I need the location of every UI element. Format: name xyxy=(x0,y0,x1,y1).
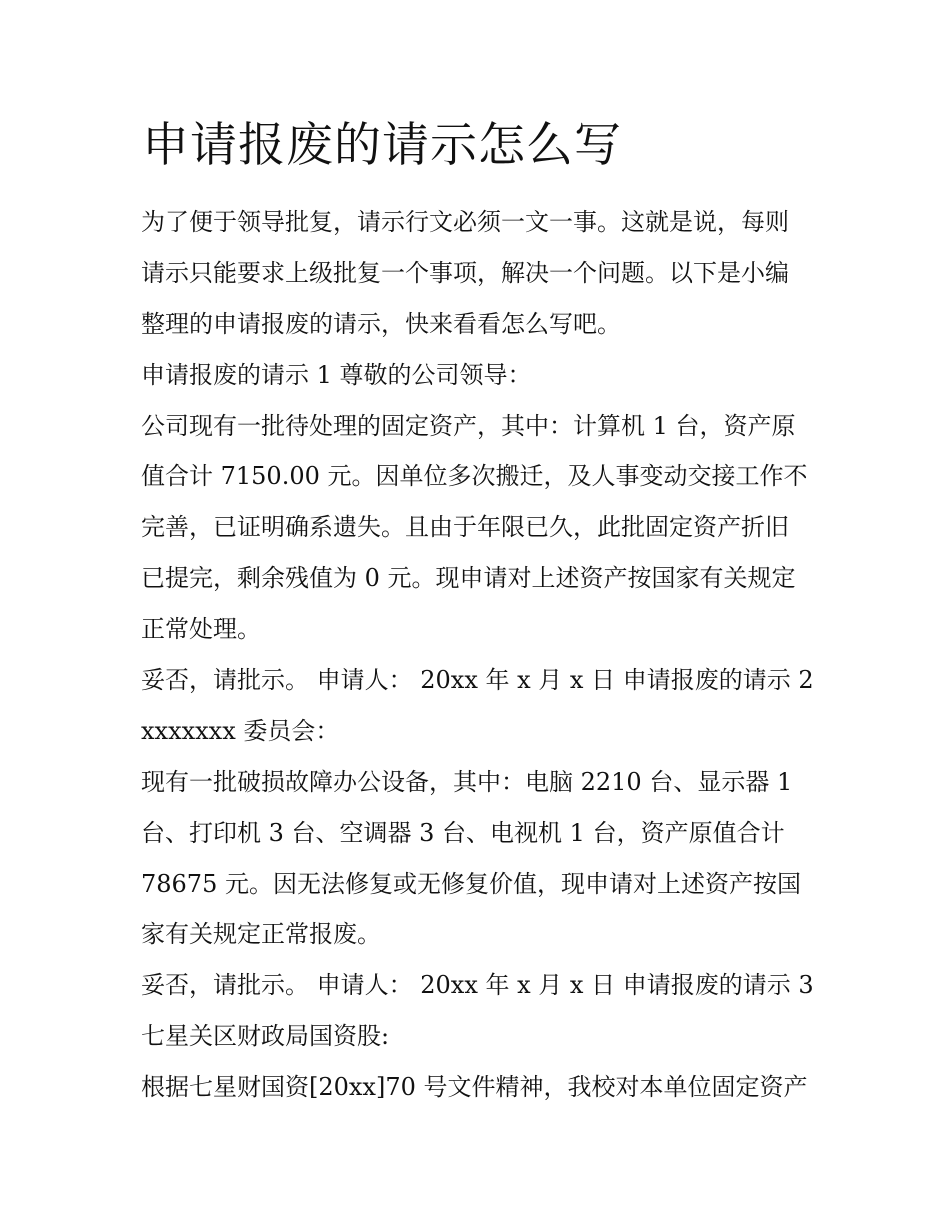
body-line: 申请报废的请示 1 尊敬的公司领导： xyxy=(141,360,532,389)
body-line: 正常处理。 xyxy=(141,615,261,644)
body-line: 完善，已证明确系遗失。且由于年限已久，此批固定资产折旧 xyxy=(141,513,789,542)
body-line: 值合计 7150.00 元。因单位多次搬迁，及人事变动交接工作不 xyxy=(141,462,808,491)
body-line: 为了便于领导批复，请示行文必须一文一事。这就是说，每则 xyxy=(141,208,789,236)
body-line: 78675 元。因无法修复或无修复价值，现申请对上述资产按国 xyxy=(141,869,801,898)
body-line: 已提完，剩余残值为 0 元。现申请对上述资产按国家有关规定 xyxy=(141,564,796,593)
body-line: 台、打印机 3 台、空调器 3 台、电视机 1 台，资产原值合计 xyxy=(141,818,785,847)
body-line: xxxxxxx 委员会： xyxy=(141,716,340,745)
document-body xyxy=(141,197,821,1113)
body-line: 公司现有一批待处理的固定资产，其中：计算机 1 台，资产原 xyxy=(141,411,796,440)
body-line: 妥否，请批示。 申请人： 20xx 年 x 月 x 日 申请报废的请示 2 xyxy=(141,666,814,695)
body-line: 请示只能要求上级批复一个事项，解决一个问题。以下是小编 xyxy=(141,258,789,287)
body-line: 现有一批破损故障办公设备，其中：电脑 2210 台、显示器 1 xyxy=(141,767,793,796)
document-title: 申请报废的请示怎么写 xyxy=(142,118,622,173)
body-line: 整理的申请报废的请示，快来看看怎么写吧。 xyxy=(141,309,621,338)
body-line: 妥否，请批示。 申请人： 20xx 年 x 月 x 日 申请报废的请示 3 xyxy=(141,971,814,1000)
body-line: 家有关规定正常报废。 xyxy=(141,920,381,949)
body-line: 根据七星财国资[20xx]70 号文件精神，我校对本单位固定资产 xyxy=(141,1073,808,1102)
body-line: 七星关区财政局国资股: xyxy=(141,1022,390,1051)
